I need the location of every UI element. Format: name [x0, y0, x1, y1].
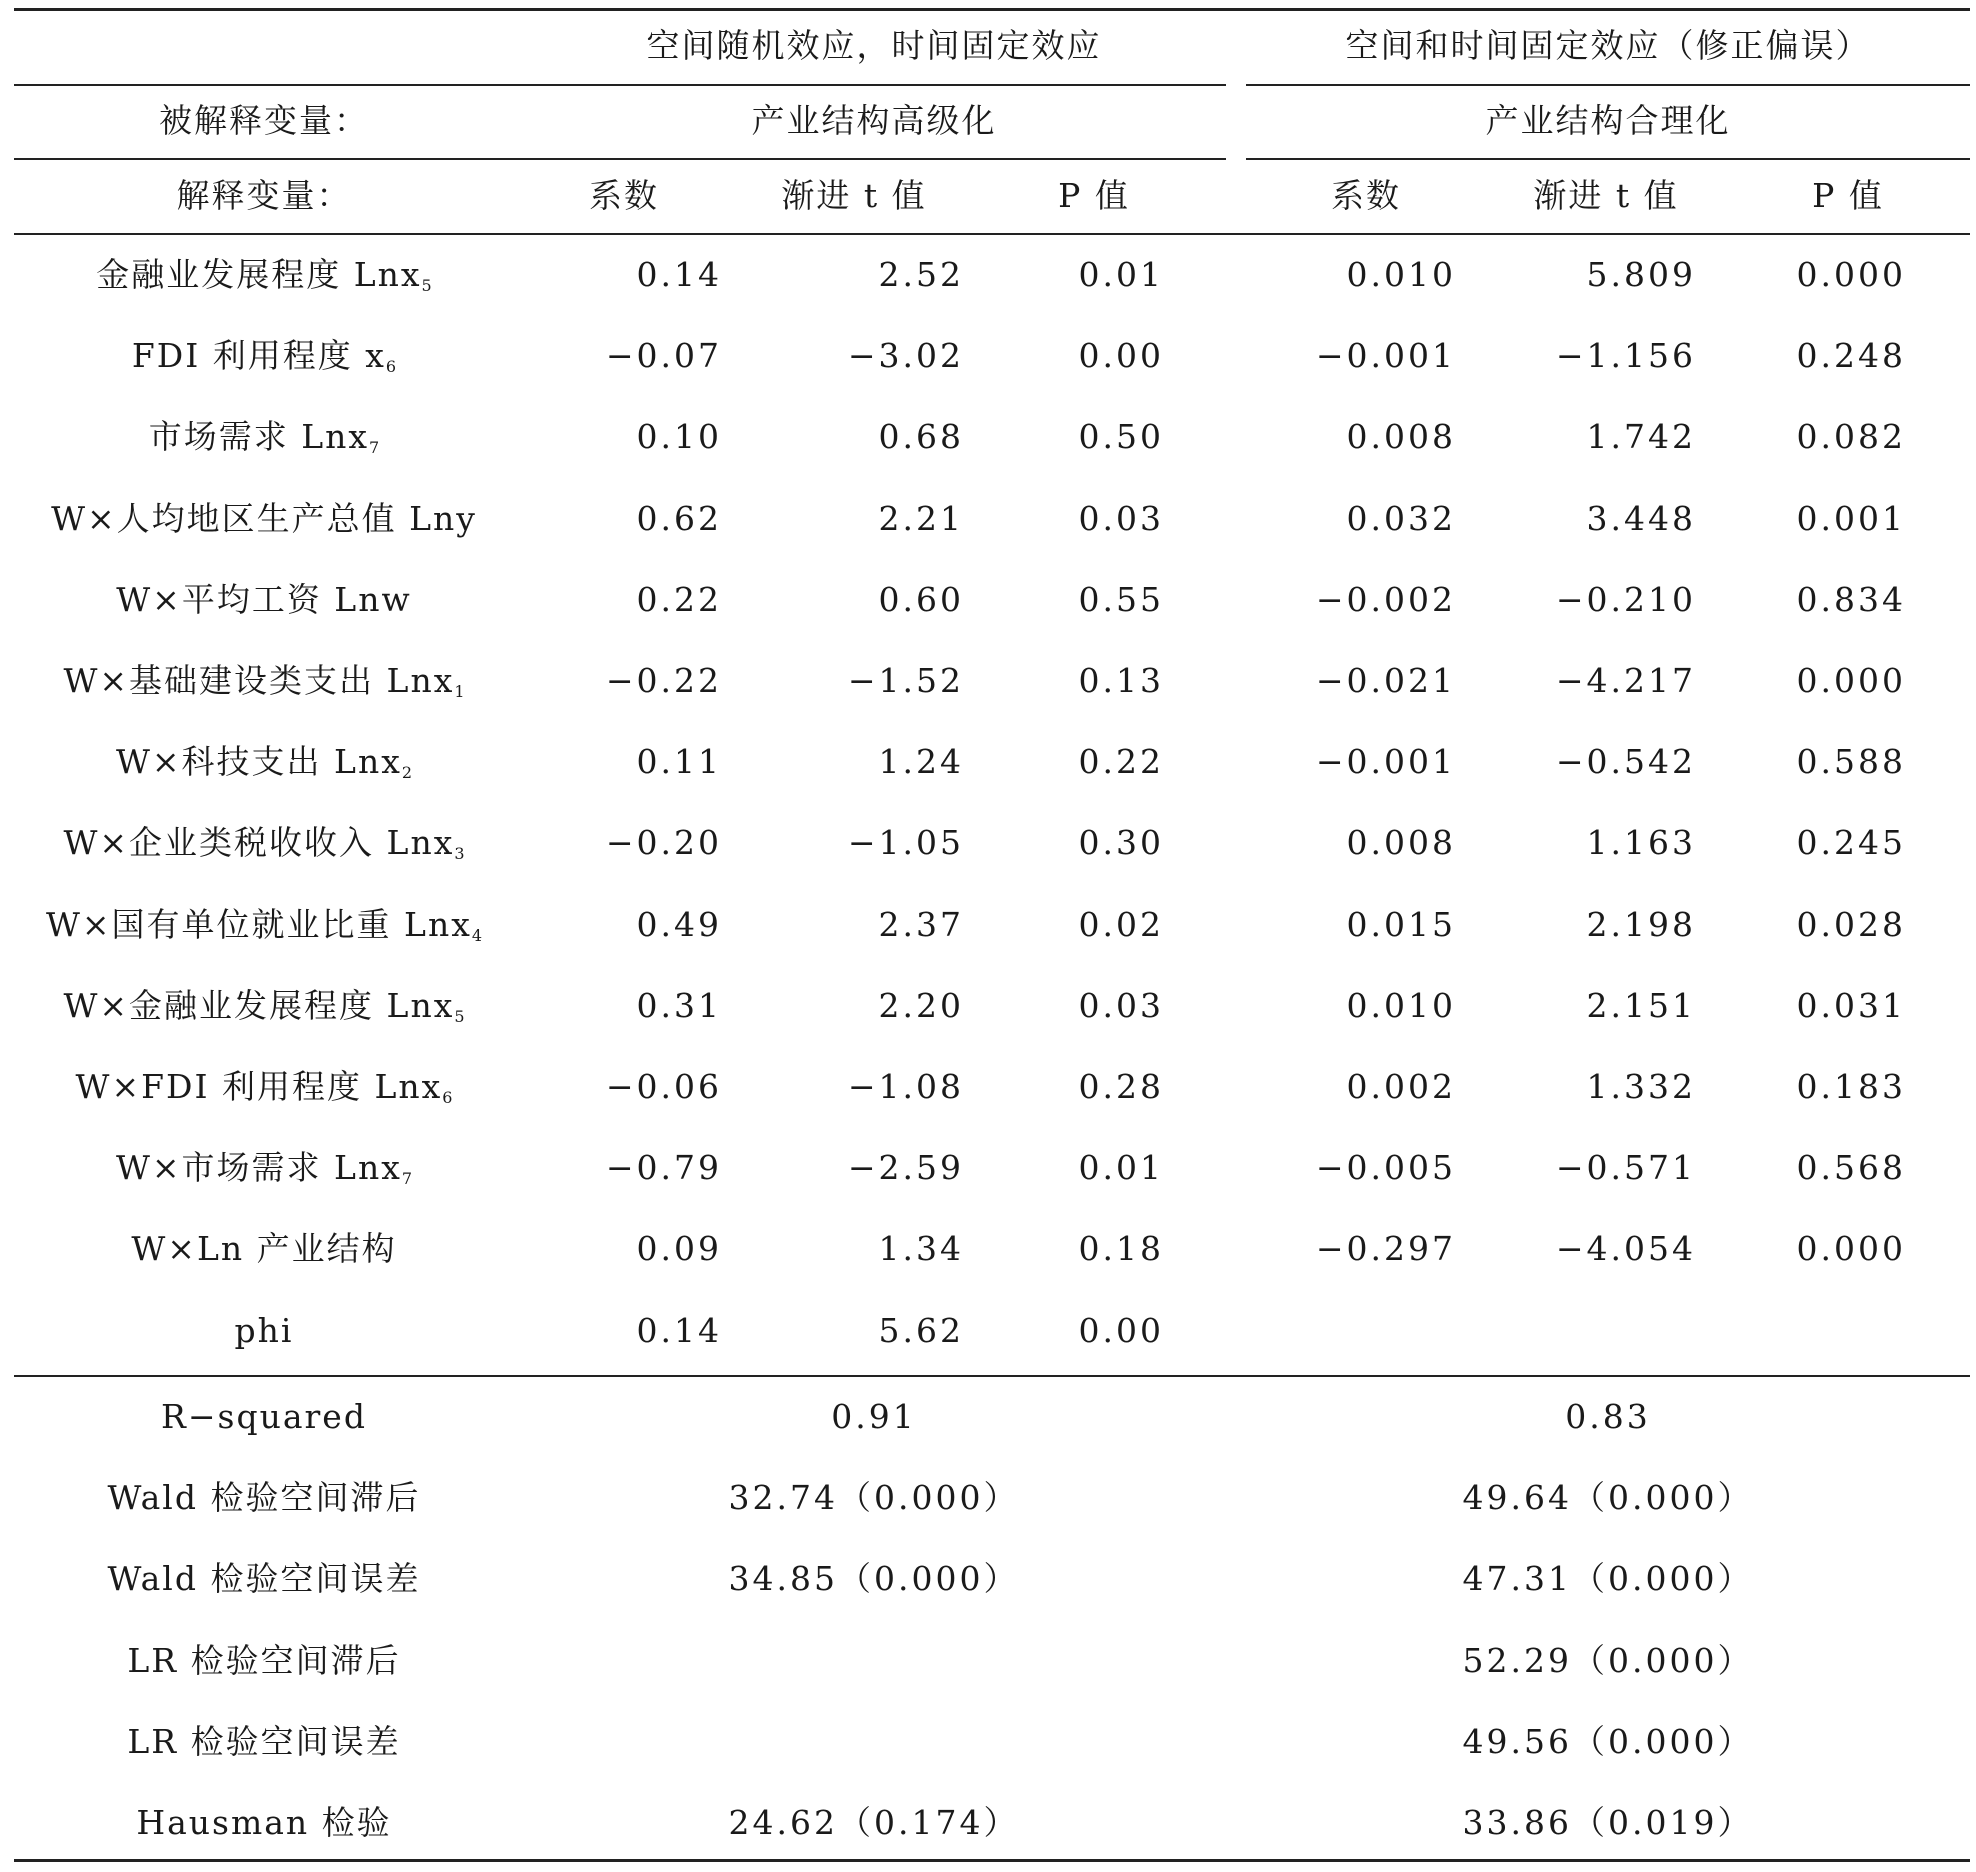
cell-coef-l: 0.22	[636, 580, 722, 619]
cell-p-l: 0.03	[1078, 499, 1164, 538]
row-label-text: W×Ln 产业结构	[131, 1229, 397, 1268]
cell-coef-r: 0.032	[1346, 499, 1456, 538]
row-label	[14, 478, 514, 559]
cell-p-r: 0.245	[1796, 823, 1906, 862]
row-label-subscript: 7	[369, 438, 380, 457]
cell-t-r: 5.809	[1586, 255, 1696, 294]
dependent-left: 产业结构高级化	[751, 101, 997, 140]
cell-p-r: 0.568	[1796, 1148, 1906, 1187]
cell-t-l: 2.52	[878, 255, 964, 294]
row-label-subscript: 7	[401, 1169, 413, 1188]
row-label-subscript: 6	[385, 357, 397, 376]
cell-t-r: 2.198	[1586, 905, 1696, 944]
row-label-text: W×FDI 利用程度 Lnx	[75, 1067, 443, 1106]
cell-coef-r: −0.005	[1315, 1148, 1456, 1187]
cell-coef-r: 0.002	[1346, 1067, 1456, 1106]
stat-value-right: 33.86（0.019）	[1462, 1803, 1754, 1842]
cell-p-r: 0.588	[1796, 742, 1906, 781]
cell-t-l: 1.34	[878, 1229, 964, 1268]
stat-value-left: 32.74（0.000）	[728, 1478, 1020, 1517]
row-label-subscript: 6	[442, 1088, 453, 1107]
cell-p-r: 0.248	[1796, 336, 1906, 375]
cell-p-l: 0.55	[1078, 580, 1164, 619]
cell-coef-r: −0.021	[1315, 661, 1456, 700]
regression-table	[14, 8, 1970, 1868]
row-label-subscript: 5	[421, 276, 432, 295]
cell-coef-l: 0.09	[636, 1229, 722, 1268]
cell-p-r: 0.000	[1796, 255, 1906, 294]
row-label	[14, 315, 514, 396]
row-label-subscript: 3	[454, 844, 465, 863]
stat-label: Wald 检验空间误差	[107, 1559, 421, 1598]
stat-value-left: 24.62（0.174）	[728, 1803, 1020, 1842]
row-label-text: W×人均地区生产总值 Lny	[51, 499, 477, 538]
col-header-p-value-right: P 值	[1812, 176, 1884, 215]
row-label	[14, 1127, 514, 1208]
row-label-subscript: 5	[454, 1007, 465, 1026]
row-label	[14, 1046, 514, 1127]
cell-t-r: 2.151	[1586, 986, 1696, 1025]
cell-coef-l: −0.22	[605, 661, 722, 700]
stat-value-left	[514, 1701, 1234, 1782]
cell-p-l: 0.22	[1078, 742, 1164, 781]
col-header-coef-left: 系数	[589, 176, 659, 215]
cell-t-r: −1.156	[1555, 336, 1696, 375]
cell-t-l: −3.02	[847, 336, 964, 375]
cell-p-r	[1726, 1290, 1906, 1371]
cell-t-r: 3.448	[1586, 499, 1696, 538]
cell-coef-r: −0.002	[1315, 580, 1456, 619]
cell-coef-r: 0.015	[1346, 905, 1456, 944]
cell-coef-l: −0.07	[605, 336, 722, 375]
cell-t-r: −0.571	[1555, 1148, 1696, 1187]
cell-coef-r: 0.008	[1346, 417, 1456, 456]
cell-p-l: 0.50	[1078, 417, 1164, 456]
row-label-text: 市场需求 Lnx	[148, 417, 370, 456]
row-label-text: W×基础建设类支出 Lnx	[63, 661, 455, 700]
row-label	[14, 559, 514, 640]
cell-p-l: 0.30	[1078, 823, 1164, 862]
cell-coef-l: −0.06	[605, 1067, 722, 1106]
cell-coef-r: 0.008	[1346, 823, 1456, 862]
cell-p-r: 0.031	[1796, 986, 1906, 1025]
row-label-text: W×国有单位就业比重 Lnx	[45, 905, 472, 944]
cell-coef-r: 0.010	[1346, 255, 1456, 294]
cell-coef-r: −0.001	[1315, 742, 1456, 781]
col-header-t-value-left: 渐进 t 值	[781, 176, 927, 215]
stat-label: Wald 检验空间滞后	[107, 1478, 421, 1517]
row-label-text: phi	[234, 1311, 294, 1350]
dependent-label: 被解释变量：	[159, 101, 369, 140]
row-label	[14, 640, 514, 721]
row-label	[14, 884, 514, 965]
cell-t-l: −1.52	[847, 661, 964, 700]
cell-t-r: 1.742	[1586, 417, 1696, 456]
cell-t-l: −2.59	[847, 1148, 964, 1187]
col-header-coef-right: 系数	[1331, 176, 1401, 215]
stat-label: LR 检验空间滞后	[127, 1641, 401, 1680]
dependent-right: 产业结构合理化	[1485, 101, 1731, 140]
cell-p-l: 0.01	[1078, 255, 1164, 294]
cell-coef-r: −0.297	[1315, 1229, 1456, 1268]
cell-coef-l: 0.62	[636, 499, 722, 538]
cell-p-l: 0.28	[1078, 1067, 1164, 1106]
row-label-text: W×企业类税收收入 Lnx	[63, 823, 455, 862]
cell-coef-r	[1246, 1290, 1456, 1371]
row-label	[14, 802, 514, 883]
row-label	[14, 234, 514, 315]
stat-value-right: 49.64（0.000）	[1462, 1478, 1754, 1517]
col-header-t-value-right: 渐进 t 值	[1533, 176, 1679, 215]
group-left-title: 空间随机效应，时间固定效应	[646, 26, 1102, 65]
cell-t-l: 2.21	[878, 499, 964, 538]
cell-t-r: 1.163	[1586, 823, 1696, 862]
group-right-title: 空间和时间固定效应（修正偏误）	[1345, 26, 1871, 65]
cell-p-l: 0.00	[1078, 1311, 1164, 1350]
explanatory-label: 解释变量：	[176, 176, 352, 215]
row-label	[14, 721, 514, 802]
stat-value-left	[514, 1620, 1234, 1701]
row-label-subscript: 4	[471, 926, 483, 945]
stat-value-right: 0.83	[1565, 1397, 1651, 1436]
stat-value-left: 0.91	[831, 1397, 917, 1436]
cell-p-r: 0.000	[1796, 1229, 1906, 1268]
row-label-text: W×科技支出 Lnx	[115, 742, 402, 781]
cell-coef-l: −0.20	[605, 823, 722, 862]
row-label-subscript: 1	[454, 682, 465, 701]
cell-t-r: −0.210	[1555, 580, 1696, 619]
col-header-p-value-left: P 值	[1058, 176, 1130, 215]
cell-p-l: 0.18	[1078, 1229, 1164, 1268]
cell-p-l: 0.13	[1078, 661, 1164, 700]
cell-p-l: 0.02	[1078, 905, 1164, 944]
cell-coef-l: 0.49	[636, 905, 722, 944]
row-label-text: FDI 利用程度 x	[131, 336, 386, 375]
row-label-text: W×金融业发展程度 Lnx	[63, 986, 455, 1025]
stat-value-right: 52.29（0.000）	[1462, 1641, 1754, 1680]
cell-t-l: 2.37	[878, 905, 964, 944]
cell-t-l: 0.68	[878, 417, 964, 456]
cell-t-r	[1486, 1290, 1696, 1371]
cell-p-l: 0.01	[1078, 1148, 1164, 1187]
cell-t-r: −0.542	[1555, 742, 1696, 781]
row-label-subscript: 2	[401, 763, 413, 782]
cell-coef-l: 0.10	[636, 417, 722, 456]
cell-coef-r: −0.001	[1315, 336, 1456, 375]
stat-value-right: 47.31（0.000）	[1462, 1559, 1754, 1598]
row-label-text: W×平均工资 Lnw	[116, 580, 412, 619]
row-label	[14, 1290, 514, 1371]
cell-p-l: 0.03	[1078, 986, 1164, 1025]
cell-t-r: 1.332	[1586, 1067, 1696, 1106]
row-label-text: W×市场需求 Lnx	[115, 1148, 402, 1187]
cell-t-r: −4.217	[1555, 661, 1696, 700]
cell-p-r: 0.834	[1796, 580, 1906, 619]
cell-p-l: 0.00	[1078, 336, 1164, 375]
cell-coef-r: 0.010	[1346, 986, 1456, 1025]
cell-t-l: 2.20	[878, 986, 964, 1025]
stat-value-left: 34.85（0.000）	[728, 1559, 1020, 1598]
cell-p-r: 0.000	[1796, 661, 1906, 700]
stat-label: R−squared	[161, 1397, 367, 1436]
cell-coef-l: 0.31	[636, 986, 722, 1025]
cell-p-r: 0.028	[1796, 905, 1906, 944]
cell-coef-l: 0.11	[636, 742, 722, 781]
row-label	[14, 1208, 514, 1289]
stat-label: LR 检验空间误差	[127, 1722, 401, 1761]
cell-t-l: 1.24	[878, 742, 964, 781]
cell-t-l: 5.62	[878, 1311, 964, 1350]
cell-coef-l: 0.14	[636, 255, 722, 294]
cell-t-l: −1.05	[847, 823, 964, 862]
cell-t-r: −4.054	[1555, 1229, 1696, 1268]
row-label	[14, 965, 514, 1046]
cell-p-r: 0.001	[1796, 499, 1906, 538]
stat-value-right: 49.56（0.000）	[1462, 1722, 1754, 1761]
cell-coef-l: −0.79	[605, 1148, 722, 1187]
row-label-text: 金融业发展程度 Lnx	[96, 255, 422, 294]
cell-coef-l: 0.14	[636, 1311, 722, 1350]
cell-t-l: 0.60	[878, 580, 964, 619]
stat-label: Hausman 检验	[136, 1803, 392, 1842]
cell-p-r: 0.082	[1796, 417, 1906, 456]
row-label	[14, 396, 514, 477]
cell-t-l: −1.08	[847, 1067, 964, 1106]
cell-p-r: 0.183	[1796, 1067, 1906, 1106]
